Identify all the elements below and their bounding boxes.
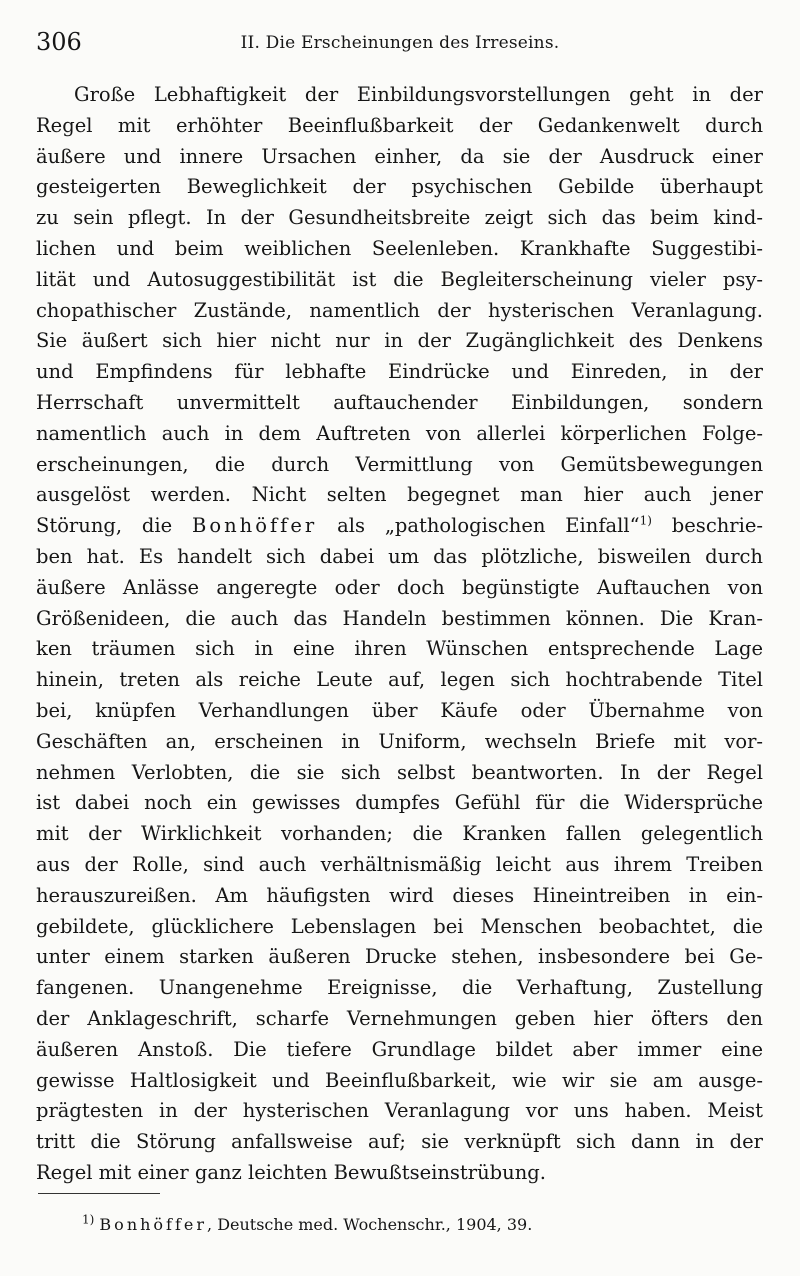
footnote-text: , Deutsche med. Wochenschr., 1904, 39. bbox=[207, 1215, 533, 1234]
citation-text-after: beschrie- bbox=[651, 514, 763, 538]
text-line: aus der Rolle, sind auch verhältnismäßig leicht aus ihrem Treiben bbox=[36, 852, 763, 876]
text-line: bei, knüpfen Verhandlungen über Käufe oder Übernahme von bbox=[36, 698, 763, 722]
text-line: ben hat. Es handelt sich dabei um das plötzliche, bisweilen durch bbox=[36, 544, 763, 568]
text-line: gebildete, glücklichere Lebenslagen bei Menschen beobachtet, die bbox=[36, 914, 763, 938]
text-line: äußere Anlässe angeregte oder doch begünstigte Auftauchen von bbox=[36, 575, 763, 599]
footnote-separator bbox=[38, 1193, 160, 1194]
text-line: und Empfindens für lebhafte Eindrücke und Einreden, in der bbox=[36, 360, 763, 384]
text-line: nehmen Verlobten, die sie sich selbst beantworten. In der Regel bbox=[36, 760, 763, 784]
text-line: hinein, treten als reiche Leute auf, legen sich hochtrabende Titel bbox=[36, 668, 763, 692]
text-line: herauszureißen. Am häufigsten wird dieses Hineintreiben in ein- bbox=[36, 883, 763, 907]
text-line: mit der Wirklichkeit vorhanden; die Kranken fallen gelegentlich bbox=[36, 822, 763, 846]
text-line: äußeren Anstoß. Die tiefere Grundlage bildet aber immer eine bbox=[36, 1037, 763, 1061]
text-line: Geschäften an, erscheinen in Uniform, wechseln Briefe mit vor- bbox=[36, 729, 763, 753]
text-line: Sie äußert sich hier nicht nur in der Zugänglichkeit des Denkens bbox=[36, 329, 763, 353]
footnote-mark: 1) bbox=[82, 1212, 95, 1227]
text-line: zu sein pflegt. In der Gesundheitsbreite zeigt sich das beim kind- bbox=[36, 206, 763, 230]
text-line: tritt die Störung anfallsweise auf; sie verknüpft sich dann in der bbox=[36, 1130, 763, 1154]
text-line: ausgelöst werden. Nicht selten begegnet man hier auch jener bbox=[36, 483, 763, 507]
text-line: Herrschaft unvermittelt auftauchender Einbildungen, sondern bbox=[36, 390, 763, 414]
text-line-citation bbox=[36, 511, 763, 542]
text-line: erscheinungen, die durch Vermittlung von Gemütsbewegungen bbox=[36, 452, 763, 476]
text-line: chopathischer Zustände, namentlich der hysterischen Veranlagung. bbox=[36, 298, 763, 322]
text-line: gesteigerten Beweglichkeit der psychischen Gebilde überhaupt bbox=[36, 175, 763, 199]
page-header bbox=[36, 28, 764, 60]
text-line: lität und Autosuggestibilität ist die Begleiterscheinung vieler psy- bbox=[36, 267, 763, 291]
text-line: Regel mit einer ganz leichten Bewußtseinstrübung. bbox=[36, 1160, 546, 1184]
text-line: gewisse Haltlosigkeit und Beeinflußbarkeit, wie wir sie am ausge- bbox=[36, 1068, 763, 1092]
text-line: der Anklageschrift, scharfe Vernehmungen geben hier öfters den bbox=[36, 1006, 763, 1030]
text-line: ken träumen sich in eine ihren Wünschen entsprechende Lage bbox=[36, 637, 763, 661]
text-line: Regel mit erhöhter Beeinflußbarkeit der Gedankenwelt durch bbox=[36, 113, 763, 137]
text-line: äußere und innere Ursachen einher, da sie der Ausdruck einer bbox=[36, 144, 763, 168]
text-line: unter einem starken äußeren Drucke stehen, insbesondere bei Ge- bbox=[36, 945, 763, 969]
cited-author-name: Bonhöffer bbox=[192, 514, 318, 538]
footnote-author: Bonhöffer bbox=[99, 1215, 208, 1234]
running-head: II. Die Erscheinungen des Irreseins. bbox=[240, 33, 560, 53]
page-number: 306 bbox=[36, 28, 82, 56]
text-line: Große Lebhaftigkeit der Einbildungsvorstellungen geht in der bbox=[74, 83, 763, 106]
citation-text-middle: als „pathologischen Einfall“ bbox=[317, 514, 640, 538]
body-paragraph bbox=[36, 80, 763, 1189]
text-line: lichen und beim weiblichen Seelenleben. Krankhafte Suggestibi- bbox=[36, 236, 763, 260]
text-line: Größenideen, die auch das Handeln bestimmen können. Die Kran- bbox=[36, 606, 763, 630]
text-line: fangenen. Unangenehme Ereignisse, die Verhaftung, Zustellung bbox=[36, 976, 763, 1000]
text-line: namentlich auch in dem Auftreten von allerlei körperlichen Folge- bbox=[36, 421, 763, 445]
citation-text-before: Störung, die bbox=[36, 514, 193, 538]
footnote bbox=[82, 1212, 533, 1234]
footnote-reference: 1) bbox=[639, 513, 652, 528]
text-line: ist dabei noch ein gewisses dumpfes Gefühl für die Widersprüche bbox=[36, 791, 763, 815]
text-line: prägtesten in der hysterischen Veranlagung vor uns haben. Meist bbox=[36, 1099, 763, 1123]
